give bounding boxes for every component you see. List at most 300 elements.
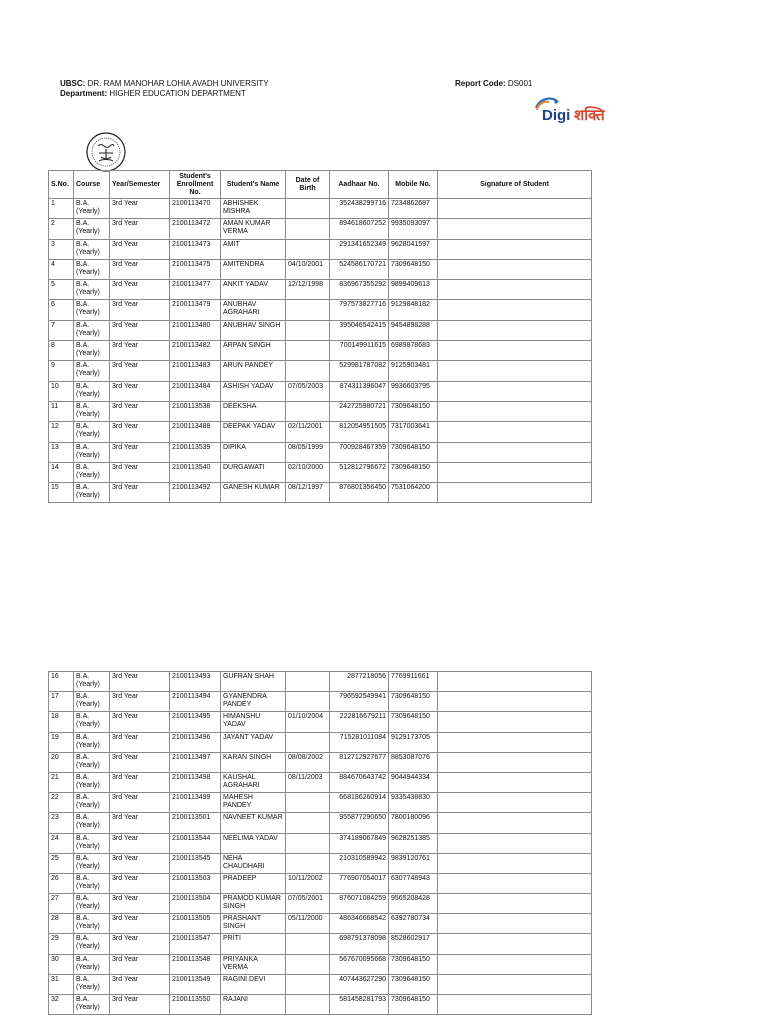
cell-mobile: 7309648150 (389, 442, 438, 462)
cell-course: B.A. (Yearly) (74, 239, 110, 259)
cell-course: B.A. (Yearly) (74, 752, 110, 772)
cell-sno: 2 (49, 219, 74, 239)
cell-mobile: 8853087076 (389, 752, 438, 772)
cell-aadhaar: 524586170721 (330, 259, 389, 279)
cell-signature (438, 199, 592, 219)
cell-course: B.A. (Yearly) (74, 894, 110, 914)
cell-year: 3rd Year (110, 772, 170, 792)
cell-course: B.A. (Yearly) (74, 873, 110, 893)
table-row (49, 219, 592, 239)
cell-year: 3rd Year (110, 914, 170, 934)
cell-enrollment: 2100113472 (170, 219, 221, 239)
cell-mobile: 9565208428 (389, 894, 438, 914)
cell-aadhaar: 486346668542 (330, 914, 389, 934)
cell-signature (438, 974, 592, 994)
cell-student-name: ANUBHAV AGRAHARI (221, 300, 286, 320)
department-line (60, 89, 269, 99)
cell-student-name: DEEKSHA (221, 401, 286, 421)
cell-course: B.A. (Yearly) (74, 772, 110, 792)
col-header-course: Course (74, 171, 110, 199)
cell-dob: 08/08/2002 (286, 752, 330, 772)
cell-course: B.A. (Yearly) (74, 361, 110, 381)
cell-student-name: PRASHANT SINGH (221, 914, 286, 934)
student-register-table-page1 (48, 170, 592, 503)
cell-dob: 05/11/2000 (286, 914, 330, 934)
cell-enrollment: 2100113494 (170, 692, 221, 712)
cell-dob (286, 793, 330, 813)
cell-enrollment: 2100113475 (170, 259, 221, 279)
cell-year: 3rd Year (110, 422, 170, 442)
table-row (49, 853, 592, 873)
cell-sno: 32 (49, 995, 74, 1015)
cell-year: 3rd Year (110, 793, 170, 813)
cell-mobile: 9129848182 (389, 300, 438, 320)
cell-signature (438, 692, 592, 712)
table-row (49, 712, 592, 732)
cell-dob: 02/10/2000 (286, 462, 330, 482)
cell-signature (438, 752, 592, 772)
cell-signature (438, 833, 592, 853)
cell-year: 3rd Year (110, 381, 170, 401)
cell-sno: 29 (49, 934, 74, 954)
cell-aadhaar: 222816679211 (330, 712, 389, 732)
cell-year: 3rd Year (110, 462, 170, 482)
cell-course: B.A. (Yearly) (74, 995, 110, 1015)
cell-student-name: JAYANT YADAV (221, 732, 286, 752)
student-register-table-page2 (48, 671, 592, 1015)
cell-year: 3rd Year (110, 259, 170, 279)
table-row (49, 833, 592, 853)
cell-aadhaar: 836967355292 (330, 280, 389, 300)
table-row (49, 199, 592, 219)
cell-aadhaar: 700928467359 (330, 442, 389, 462)
cell-sno: 18 (49, 712, 74, 732)
cell-sno: 31 (49, 974, 74, 994)
cell-sno: 21 (49, 772, 74, 792)
cell-student-name: GYANENDRA PANDEY (221, 692, 286, 712)
cell-sno: 16 (49, 672, 74, 692)
cell-signature (438, 462, 592, 482)
cell-course: B.A. (Yearly) (74, 442, 110, 462)
table-row (49, 793, 592, 813)
cell-mobile: 9935093097 (389, 219, 438, 239)
cell-year: 3rd Year (110, 239, 170, 259)
cell-mobile: 9628251385 (389, 833, 438, 853)
cell-enrollment: 2100113504 (170, 894, 221, 914)
cell-enrollment: 2100113483 (170, 361, 221, 381)
cell-signature (438, 219, 592, 239)
cell-dob (286, 341, 330, 361)
cell-signature (438, 672, 592, 692)
cell-dob (286, 995, 330, 1015)
cell-sno: 14 (49, 462, 74, 482)
table-row (49, 341, 592, 361)
cell-sno: 8 (49, 341, 74, 361)
cell-sno: 20 (49, 752, 74, 772)
cell-mobile: 9936603795 (389, 381, 438, 401)
cell-sno: 6 (49, 300, 74, 320)
table-header-row (49, 171, 592, 199)
cell-mobile: 9129173705 (389, 732, 438, 752)
cell-mobile: 7309648150 (389, 401, 438, 421)
cell-course: B.A. (Yearly) (74, 259, 110, 279)
cell-dob: 08/11/2003 (286, 772, 330, 792)
cell-student-name: NEHA CHAUDHARI (221, 853, 286, 873)
table-row (49, 381, 592, 401)
cell-dob: 01/10/2004 (286, 712, 330, 732)
cell-course: B.A. (Yearly) (74, 833, 110, 853)
cell-aadhaar: 698791378098 (330, 934, 389, 954)
cell-aadhaar: 700149911615 (330, 341, 389, 361)
cell-course: B.A. (Yearly) (74, 712, 110, 732)
cell-signature (438, 422, 592, 442)
cell-course: B.A. (Yearly) (74, 483, 110, 503)
cell-student-name: DURGAWATI (221, 462, 286, 482)
cell-sno: 10 (49, 381, 74, 401)
cell-enrollment: 2100113492 (170, 483, 221, 503)
cell-year: 3rd Year (110, 813, 170, 833)
cell-aadhaar: 796592549941 (330, 692, 389, 712)
cell-course: B.A. (Yearly) (74, 793, 110, 813)
table-row (49, 974, 592, 994)
cell-enrollment: 2100113544 (170, 833, 221, 853)
cell-signature (438, 239, 592, 259)
cell-year: 3rd Year (110, 280, 170, 300)
cell-mobile: 7531064200 (389, 483, 438, 503)
cell-sno: 15 (49, 483, 74, 503)
cell-dob (286, 199, 330, 219)
cell-dob (286, 672, 330, 692)
table-row (49, 873, 592, 893)
cell-aadhaar: 374189067849 (330, 833, 389, 853)
cell-course: B.A. (Yearly) (74, 341, 110, 361)
cell-sno: 23 (49, 813, 74, 833)
table-row (49, 752, 592, 772)
cell-sno: 30 (49, 954, 74, 974)
cell-aadhaar: 812712927677 (330, 752, 389, 772)
ubsc-line (60, 79, 269, 89)
cell-aadhaar: 512812796672 (330, 462, 389, 482)
table-row (49, 914, 592, 934)
cell-student-name: DEEPAK YADAV (221, 422, 286, 442)
cell-sno: 26 (49, 873, 74, 893)
cell-year: 3rd Year (110, 300, 170, 320)
cell-signature (438, 934, 592, 954)
cell-mobile: 9044944334 (389, 772, 438, 792)
cell-signature (438, 280, 592, 300)
table-row (49, 442, 592, 462)
cell-year: 3rd Year (110, 712, 170, 732)
cell-sno: 4 (49, 259, 74, 279)
cell-student-name: RAJANI (221, 995, 286, 1015)
cell-sno: 28 (49, 914, 74, 934)
cell-year: 3rd Year (110, 934, 170, 954)
col-header-year: Year/Semester (110, 171, 170, 199)
cell-student-name: AMAN KUMAR VERMA (221, 219, 286, 239)
col-header-sno: S.No. (49, 171, 74, 199)
cell-year: 3rd Year (110, 974, 170, 994)
cell-enrollment: 2100113497 (170, 752, 221, 772)
cell-signature (438, 995, 592, 1015)
cell-year: 3rd Year (110, 401, 170, 421)
cell-dob (286, 300, 330, 320)
cell-year: 3rd Year (110, 752, 170, 772)
cell-enrollment: 2100113545 (170, 853, 221, 873)
table-row (49, 239, 592, 259)
cell-enrollment: 2100113499 (170, 793, 221, 813)
col-header-name: Student's Name (221, 171, 286, 199)
cell-signature (438, 381, 592, 401)
cell-mobile: 6307748943 (389, 873, 438, 893)
cell-mobile: 7769911661 (389, 672, 438, 692)
cell-course: B.A. (Yearly) (74, 954, 110, 974)
cell-signature (438, 894, 592, 914)
cell-enrollment: 2100113547 (170, 934, 221, 954)
digishakti-logo (534, 96, 620, 130)
cell-sno: 1 (49, 199, 74, 219)
cell-year: 3rd Year (110, 995, 170, 1015)
cell-enrollment: 2100113479 (170, 300, 221, 320)
ubsc-value: DR. RAM MANOHAR LOHIA AVADH UNIVERSITY (87, 79, 269, 88)
table-row (49, 259, 592, 279)
cell-signature (438, 873, 592, 893)
cell-signature (438, 259, 592, 279)
cell-sno: 12 (49, 422, 74, 442)
cell-enrollment: 2100113501 (170, 813, 221, 833)
cell-course: B.A. (Yearly) (74, 914, 110, 934)
table-row (49, 772, 592, 792)
cell-course: B.A. (Yearly) (74, 974, 110, 994)
table-row (49, 280, 592, 300)
cell-mobile: 9335438830 (389, 793, 438, 813)
cell-aadhaar: 812054951505 (330, 422, 389, 442)
table-row (49, 401, 592, 421)
cell-course: B.A. (Yearly) (74, 692, 110, 712)
cell-mobile: 7309648150 (389, 259, 438, 279)
cell-dob: 07/05/2001 (286, 894, 330, 914)
cell-dob (286, 833, 330, 853)
cell-student-name: ANUBHAV SINGH (221, 320, 286, 340)
table-row (49, 300, 592, 320)
cell-year: 3rd Year (110, 672, 170, 692)
cell-mobile: 7317003641 (389, 422, 438, 442)
cell-aadhaar: 884670643742 (330, 772, 389, 792)
cell-signature (438, 320, 592, 340)
cell-sno: 25 (49, 853, 74, 873)
cell-enrollment: 2100113505 (170, 914, 221, 934)
cell-sno: 19 (49, 732, 74, 752)
ubsc-label: UBSC: (60, 79, 86, 88)
table-row (49, 483, 592, 503)
cell-dob (286, 320, 330, 340)
cell-enrollment: 2100113477 (170, 280, 221, 300)
cell-dob: 04/10/2001 (286, 259, 330, 279)
cell-student-name: NAVNEET KUMAR (221, 813, 286, 833)
cell-dob (286, 361, 330, 381)
cell-student-name: KARAN SINGH (221, 752, 286, 772)
table-row (49, 320, 592, 340)
cell-sno: 27 (49, 894, 74, 914)
cell-student-name: HIMANSHU YADAV (221, 712, 286, 732)
cell-dob (286, 853, 330, 873)
cell-enrollment: 2100113548 (170, 954, 221, 974)
cell-signature (438, 954, 592, 974)
cell-signature (438, 712, 592, 732)
cell-course: B.A. (Yearly) (74, 401, 110, 421)
cell-mobile: 7309648150 (389, 692, 438, 712)
table-row (49, 462, 592, 482)
cell-year: 3rd Year (110, 199, 170, 219)
cell-aadhaar: 395046542415 (330, 320, 389, 340)
cell-course: B.A. (Yearly) (74, 219, 110, 239)
cell-course: B.A. (Yearly) (74, 300, 110, 320)
cell-aadhaar: 567670095668 (330, 954, 389, 974)
cell-mobile: 7309648150 (389, 954, 438, 974)
cell-year: 3rd Year (110, 320, 170, 340)
cell-aadhaar: 291341652349 (330, 239, 389, 259)
cell-course: B.A. (Yearly) (74, 672, 110, 692)
cell-course: B.A. (Yearly) (74, 813, 110, 833)
cell-student-name: DIPIKA (221, 442, 286, 462)
cell-course: B.A. (Yearly) (74, 199, 110, 219)
table-row (49, 954, 592, 974)
cell-student-name: ARUN PANDEY (221, 361, 286, 381)
cell-year: 3rd Year (110, 853, 170, 873)
cell-enrollment: 2100113488 (170, 422, 221, 442)
cell-aadhaar: 352438299716 (330, 199, 389, 219)
cell-mobile: 7800180096 (389, 813, 438, 833)
cell-aadhaar: 874311396047 (330, 381, 389, 401)
cell-dob (286, 692, 330, 712)
cell-student-name: GANESH KUMAR (221, 483, 286, 503)
col-header-aadhaar: Aadhaar No. (330, 171, 389, 199)
cell-dob: 10/11/2002 (286, 873, 330, 893)
svg-text:शक्ति: शक्ति (574, 106, 605, 124)
cell-enrollment: 2100113539 (170, 442, 221, 462)
cell-mobile: 7309648150 (389, 712, 438, 732)
cell-signature (438, 914, 592, 934)
cell-sno: 9 (49, 361, 74, 381)
cell-signature (438, 361, 592, 381)
cell-signature (438, 401, 592, 421)
report-code-value: DS001 (507, 79, 533, 88)
cell-student-name: ASHISH YADAV (221, 381, 286, 401)
cell-course: B.A. (Yearly) (74, 462, 110, 482)
col-header-mobile: Mobile No. (389, 171, 438, 199)
table-row (49, 422, 592, 442)
cell-dob: 02/11/2001 (286, 422, 330, 442)
cell-signature (438, 813, 592, 833)
cell-sno: 17 (49, 692, 74, 712)
cell-enrollment: 2100113480 (170, 320, 221, 340)
cell-mobile: 9899409613 (389, 280, 438, 300)
cell-aadhaar: 776907054017 (330, 873, 389, 893)
cell-enrollment: 2100113538 (170, 401, 221, 421)
cell-aadhaar: 529981787082 (330, 361, 389, 381)
cell-mobile: 6392780734 (389, 914, 438, 934)
cell-enrollment: 2100113473 (170, 239, 221, 259)
cell-signature (438, 442, 592, 462)
department-label: Department: (60, 89, 108, 98)
cell-student-name: NEELIMA YADAV (221, 833, 286, 853)
cell-student-name: PRAMOD KUMAR SINGH (221, 894, 286, 914)
cell-mobile: 8528602917 (389, 934, 438, 954)
cell-mobile: 9454898288 (389, 320, 438, 340)
col-header-dob: Date of Birth (286, 171, 330, 199)
cell-course: B.A. (Yearly) (74, 934, 110, 954)
cell-year: 3rd Year (110, 361, 170, 381)
cell-signature (438, 341, 592, 361)
cell-year: 3rd Year (110, 483, 170, 503)
cell-dob: 12/12/1998 (286, 280, 330, 300)
cell-year: 3rd Year (110, 219, 170, 239)
cell-aadhaar: 876801356450 (330, 483, 389, 503)
cell-year: 3rd Year (110, 873, 170, 893)
table-row (49, 995, 592, 1015)
cell-course: B.A. (Yearly) (74, 853, 110, 873)
cell-dob (286, 732, 330, 752)
cell-aadhaar: 715281011084 (330, 732, 389, 752)
table-row (49, 732, 592, 752)
cell-course: B.A. (Yearly) (74, 280, 110, 300)
cell-dob (286, 954, 330, 974)
cell-course: B.A. (Yearly) (74, 320, 110, 340)
cell-year: 3rd Year (110, 894, 170, 914)
cell-student-name: PRITI (221, 934, 286, 954)
cell-mobile: 7309648150 (389, 974, 438, 994)
institution-header (60, 79, 269, 99)
table-row (49, 361, 592, 381)
table-row (49, 813, 592, 833)
cell-mobile: 7234862687 (389, 199, 438, 219)
cell-dob: 07/05/2003 (286, 381, 330, 401)
cell-year: 3rd Year (110, 833, 170, 853)
cell-signature (438, 732, 592, 752)
cell-aadhaar: 668186260914 (330, 793, 389, 813)
cell-sno: 11 (49, 401, 74, 421)
cell-aadhaar: 2877218056 (330, 672, 389, 692)
cell-signature (438, 853, 592, 873)
table-row (49, 934, 592, 954)
cell-year: 3rd Year (110, 732, 170, 752)
cell-year: 3rd Year (110, 341, 170, 361)
cell-enrollment: 2100113495 (170, 712, 221, 732)
cell-mobile: 9839120761 (389, 853, 438, 873)
cell-aadhaar: 407443627290 (330, 974, 389, 994)
cell-course: B.A. (Yearly) (74, 732, 110, 752)
cell-enrollment: 2100113503 (170, 873, 221, 893)
cell-enrollment: 2100113550 (170, 995, 221, 1015)
cell-student-name: ARPAN SINGH (221, 341, 286, 361)
table-row (49, 894, 592, 914)
cell-mobile: 9125903481 (389, 361, 438, 381)
col-header-enrollment: Student's Enrollment No. (170, 171, 221, 199)
report-code-label: Report Code: (455, 79, 506, 88)
cell-enrollment: 2100113498 (170, 772, 221, 792)
cell-student-name: MAHESH PANDEY (221, 793, 286, 813)
cell-sno: 13 (49, 442, 74, 462)
cell-mobile: 9628041597 (389, 239, 438, 259)
cell-dob (286, 401, 330, 421)
table-row (49, 672, 592, 692)
cell-student-name: ANKIT YADAV (221, 280, 286, 300)
col-header-signature: Signature of Student (438, 171, 592, 199)
cell-enrollment: 2100113482 (170, 341, 221, 361)
table-row (49, 692, 592, 712)
cell-student-name: ABHISHEK MISHRA (221, 199, 286, 219)
cell-signature (438, 793, 592, 813)
cell-mobile: 6989878683 (389, 341, 438, 361)
